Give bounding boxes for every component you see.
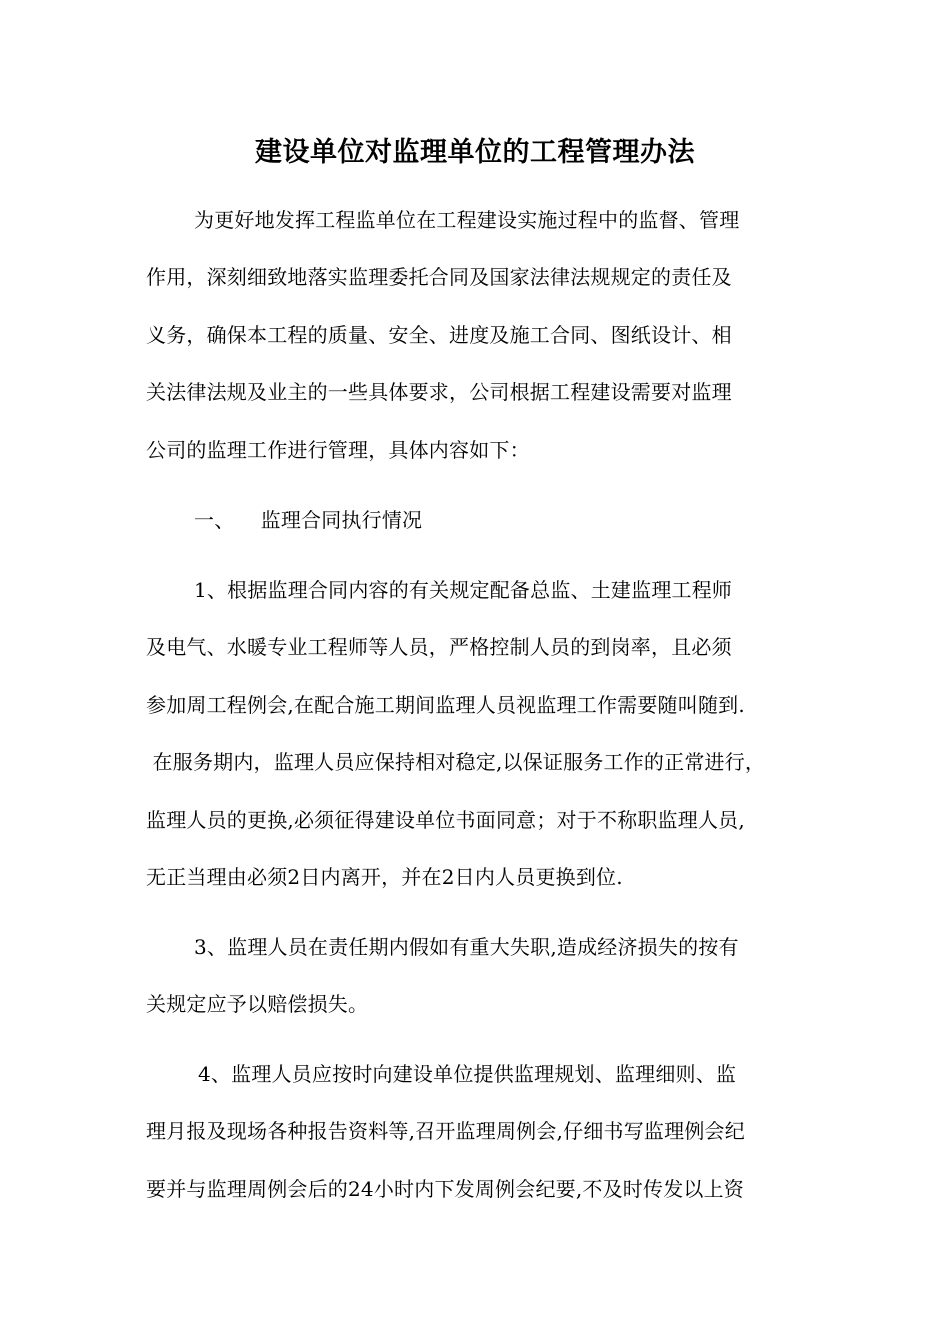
item-3-line-2: 关规定应予以赔偿损失。 xyxy=(146,992,369,1016)
paragraph-intro-line-2: 作用，深刻细致地落实监理委托合同及国家法律法规规定的责任及 xyxy=(146,265,732,289)
item-1-line-4: 在服务期内，监理人员应保持相对稳定,以保证服务工作的正常进行， xyxy=(146,750,766,774)
item-4-line-2: 理月报及现场各种报告资料等,召开监理周例会,仔细书写监理例会纪 xyxy=(146,1119,745,1143)
paragraph-intro-line-1: 为更好地发挥工程监单位在工程建设实施过程中的监督、管理 xyxy=(194,208,740,232)
section-heading: 一、 监理合同执行情况 xyxy=(194,508,423,532)
item-1-line-1: 1、根据监理合同内容的有关规定配备总监、土建监理工程师 xyxy=(194,578,733,602)
paragraph-intro-line-3: 义务，确保本工程的质量、安全、进度及施工合同、图纸设计、相 xyxy=(146,323,732,347)
item-3-line-1: 3、监理人员在责任期内假如有重大失职,造成经济损失的按有 xyxy=(194,935,739,959)
item-1-line-2: 及电气、水暖专业工程师等人员，严格控制人员的到岗率，且必须 xyxy=(146,635,732,659)
item-4-line-3: 要并与监理周例会后的24小时内下发周例会纪要,不及时传发以上资 xyxy=(146,1177,745,1201)
item-1-line-6: 无正当理由必须2日内离开，并在2日内人员更换到位. xyxy=(146,865,623,889)
item-4-line-1: 4、监理人员应按时向建设单位提供监理规划、监理细则、监 xyxy=(198,1062,737,1086)
item-1-line-3: 参加周工程例会,在配合施工期间监理人员视监理工作需要随叫随到. xyxy=(146,693,745,717)
item-1-line-5: 监理人员的更换,必须征得建设单位书面同意；对于不称职监理人员, xyxy=(146,808,745,832)
paragraph-intro-line-4: 关法律法规及业主的一些具体要求，公司根据工程建设需要对监理 xyxy=(146,380,732,404)
paragraph-intro-line-5: 公司的监理工作进行管理，具体内容如下： xyxy=(146,438,530,462)
document-title: 建设单位对监理单位的工程管理办法 xyxy=(255,137,695,168)
